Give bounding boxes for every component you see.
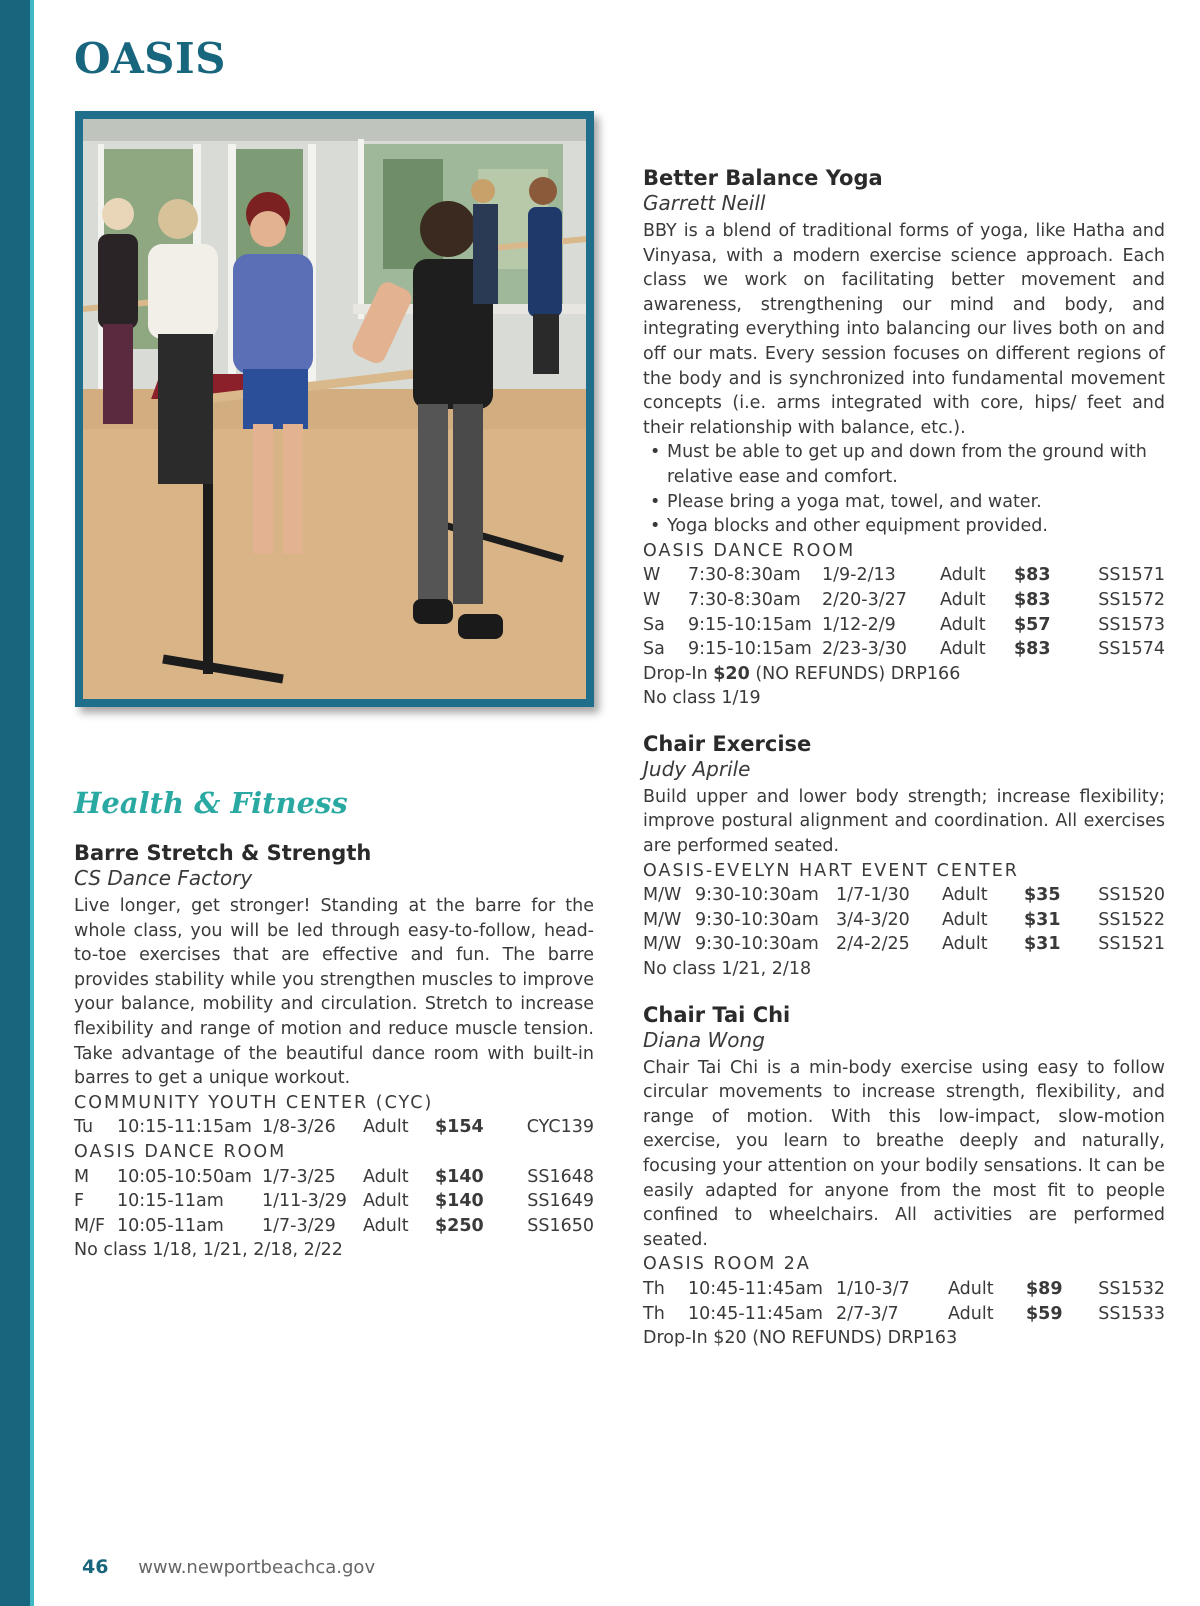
code-cell: SS1572	[1098, 589, 1165, 610]
table-row	[643, 637, 1165, 662]
table-row	[643, 883, 1165, 908]
day-cell: Sa	[643, 639, 665, 660]
type-cell: Adult	[940, 639, 986, 660]
fee-cell: $83	[1014, 639, 1051, 660]
fee-cell: $31	[1024, 909, 1061, 930]
instructor-name: Diana Wong	[643, 1027, 765, 1052]
fee-cell: $83	[1014, 565, 1051, 586]
dates-cell: 2/23-3/30	[822, 639, 907, 660]
time-cell: 9:30-10:30am	[695, 885, 819, 906]
table-row	[74, 1189, 594, 1214]
type-cell: Adult	[363, 1215, 409, 1236]
table-row	[643, 1302, 1165, 1327]
day-cell: M/W	[643, 885, 682, 906]
class-note: No class 1/19	[643, 688, 761, 709]
day-cell: F	[74, 1191, 85, 1212]
dropin-note: Drop-In $20 (NO REFUNDS) DRP163	[643, 1328, 958, 1349]
schedule-table	[643, 563, 1165, 661]
dates-cell: 1/10-3/7	[836, 1278, 910, 1299]
time-cell: 9:30-10:30am	[695, 934, 819, 955]
dates-cell: 1/12-2/9	[822, 614, 896, 635]
right-column	[643, 165, 1165, 1371]
time-cell: 10:15-11:15am	[117, 1117, 252, 1138]
class-note: No class 1/21, 2/18	[643, 959, 812, 980]
barre-class-photo	[83, 119, 586, 699]
code-cell: SS1649	[527, 1191, 594, 1212]
day-cell: W	[643, 565, 661, 586]
fee-cell: $35	[1024, 885, 1061, 906]
location-name: COMMUNITY YOUTH CENTER (CYC)	[74, 1092, 434, 1113]
course-chair-tai-chi	[643, 1002, 1165, 1351]
category-title: Health & Fitness	[74, 786, 348, 820]
table-row	[643, 908, 1165, 933]
time-cell: 10:05-11am	[117, 1215, 224, 1236]
type-cell: Adult	[363, 1117, 409, 1138]
time-cell: 10:45-11:45am	[688, 1303, 823, 1324]
type-cell: Adult	[940, 589, 986, 610]
fee-cell: $31	[1024, 934, 1061, 955]
day-cell: Th	[643, 1278, 665, 1299]
location-name: OASIS-EVELYN HART EVENT CENTER	[643, 860, 1019, 881]
code-cell: SS1521	[1098, 934, 1165, 955]
day-cell: W	[643, 589, 661, 610]
schedule-table	[74, 1165, 594, 1239]
schedule-table	[643, 1277, 1165, 1326]
dates-cell: 1/8-3/26	[262, 1117, 336, 1138]
day-cell: Th	[643, 1303, 665, 1324]
course-title: Better Balance Yoga	[643, 166, 883, 190]
list-item: • Yoga blocks and other equipment provided.	[643, 514, 1165, 539]
photo-frame	[75, 111, 594, 707]
dropin-suffix: (NO REFUNDS) DRP166	[749, 663, 961, 684]
dates-cell: 3/4-3/20	[836, 909, 910, 930]
page-footer	[82, 1556, 375, 1578]
type-cell: Adult	[948, 1278, 994, 1299]
code-cell: SS1532	[1098, 1278, 1165, 1299]
time-cell: 9:30-10:30am	[695, 909, 819, 930]
dates-cell: 1/7-3/29	[262, 1215, 336, 1236]
course-chair-exercise	[643, 731, 1165, 982]
course-yoga	[643, 165, 1165, 711]
fee-cell: $140	[435, 1166, 484, 1187]
type-cell: Adult	[942, 934, 988, 955]
day-cell: M/W	[643, 934, 682, 955]
type-cell: Adult	[942, 885, 988, 906]
table-row	[74, 1214, 594, 1239]
location-name: OASIS DANCE ROOM	[74, 1141, 287, 1162]
dates-cell: 2/7-3/7	[836, 1303, 899, 1324]
course-description: BBY is a blend of traditional forms of yoga, like Hatha and Vinyasa, with a modern exercise science approach. Each class we work on facilitating better movement and awareness, strengthening our mind and body, and integrating everything into balancing our lives both on and off our mats. Every session focuses on different regions of the body and is synchronized into fundamental movement concepts (i.e. arms integrated with core, hips/ feet and their relationship with balance, etc.).	[643, 221, 1165, 438]
type-cell: Adult	[940, 565, 986, 586]
course-title: Chair Exercise	[643, 731, 812, 756]
type-cell: Adult	[363, 1166, 409, 1187]
day-cell: M/F	[74, 1215, 106, 1236]
type-cell: Adult	[363, 1191, 409, 1212]
left-column	[74, 840, 594, 1283]
table-row	[643, 563, 1165, 588]
table-row	[74, 1115, 594, 1140]
fee-cell: $140	[435, 1191, 484, 1212]
fee-cell: $250	[435, 1215, 484, 1236]
day-cell: M/W	[643, 909, 682, 930]
location-name: OASIS ROOM 2A	[643, 1254, 811, 1275]
dates-cell: 2/20-3/27	[822, 589, 907, 610]
course-title: Barre Stretch & Strength	[74, 841, 372, 865]
dates-cell: 1/7-3/25	[262, 1166, 336, 1187]
location-name: OASIS DANCE ROOM	[643, 540, 856, 561]
schedule-table	[643, 883, 1165, 957]
day-cell: Tu	[74, 1117, 94, 1138]
instructor-name: Judy Aprile	[643, 756, 751, 781]
course-description: Chair Tai Chi is a min-body exercise using easy to follow circular movements to increase strength, flexibility, and range of motion. With this low-impact, slow-motion exercise, you learn to breathe deeply and naturally, focusing your attention on your bodily sensations. It can be easily adapted for anyone from the most fit to people confined to wheelchairs. All activities are performed seated.	[643, 1057, 1165, 1250]
day-cell: Sa	[643, 614, 665, 635]
dates-cell: 1/9-2/13	[822, 565, 896, 586]
time-cell: 7:30-8:30am	[688, 589, 801, 610]
table-row	[643, 932, 1165, 957]
fee-cell: $57	[1014, 614, 1051, 635]
class-note: No class 1/18, 1/21, 2/18, 2/22	[74, 1240, 343, 1261]
table-row	[74, 1165, 594, 1190]
page-number: 46	[82, 1556, 109, 1578]
code-cell: SS1571	[1098, 565, 1165, 586]
table-row	[643, 588, 1165, 613]
fee-cell: $89	[1026, 1278, 1063, 1299]
course-description: Live longer, get stronger! Standing at the barre for the whole class, you will be led through easy-to-follow, head-to-toe exercises that are effective and fun. The barre provides stability while you strengthen muscles to improve your balance, mobility and circulation. Stretch to increase flexibility and range of motion and reduce muscle tension. Take advantage of the beautiful dance room with built-in barres to get a unique workout.	[74, 896, 594, 1089]
dropin-fee: $20	[713, 663, 750, 684]
code-cell: SS1520	[1098, 885, 1165, 906]
course-title: Chair Tai Chi	[643, 1002, 791, 1027]
dropin-prefix: Drop-In	[643, 663, 714, 684]
dropin-note	[643, 662, 1165, 687]
instructor-name: CS Dance Factory	[74, 866, 253, 890]
course-barre	[74, 840, 594, 1263]
dates-cell: 1/11-3/29	[262, 1191, 347, 1212]
requirements-list	[643, 440, 1165, 538]
type-cell: Adult	[948, 1303, 994, 1324]
code-cell: SS1573	[1098, 614, 1165, 635]
code-cell: SS1650	[527, 1215, 594, 1236]
time-cell: 10:45-11:45am	[688, 1278, 823, 1299]
fee-cell: $83	[1014, 589, 1051, 610]
type-cell: Adult	[942, 909, 988, 930]
dates-cell: 2/4-2/25	[836, 934, 910, 955]
side-color-bar	[0, 0, 30, 1606]
list-item: • Please bring a yoga mat, towel, and water.	[643, 490, 1165, 515]
time-cell: 9:15-10:15am	[688, 614, 812, 635]
table-row	[643, 1277, 1165, 1302]
website-link[interactable]: www.newportbeachca.gov	[138, 1557, 376, 1578]
code-cell: SS1648	[527, 1166, 594, 1187]
code-cell: SS1522	[1098, 909, 1165, 930]
time-cell: 7:30-8:30am	[688, 565, 801, 586]
schedule-table	[74, 1115, 594, 1140]
fee-cell: $154	[435, 1117, 484, 1138]
time-cell: 9:15-10:15am	[688, 639, 812, 660]
type-cell: Adult	[940, 614, 986, 635]
time-cell: 10:15-11am	[117, 1191, 224, 1212]
table-row	[643, 613, 1165, 638]
dates-cell: 1/7-1/30	[836, 885, 910, 906]
course-description: Build upper and lower body strength; increase flexibility; improve postural alignment and coordination. All exercises are performed seated.	[643, 786, 1165, 857]
instructor-name: Garrett Neill	[643, 191, 766, 215]
code-cell: CYC139	[526, 1117, 594, 1138]
day-cell: M	[74, 1166, 90, 1187]
time-cell: 10:05-10:50am	[117, 1166, 252, 1187]
code-cell: SS1574	[1098, 639, 1165, 660]
fee-cell: $59	[1026, 1303, 1063, 1324]
list-item: • Must be able to get up and down from the ground with relative ease and comfort.	[643, 440, 1165, 489]
section-title: OASIS	[74, 34, 226, 83]
side-accent-stripe	[30, 0, 34, 1606]
code-cell: SS1533	[1098, 1303, 1165, 1324]
